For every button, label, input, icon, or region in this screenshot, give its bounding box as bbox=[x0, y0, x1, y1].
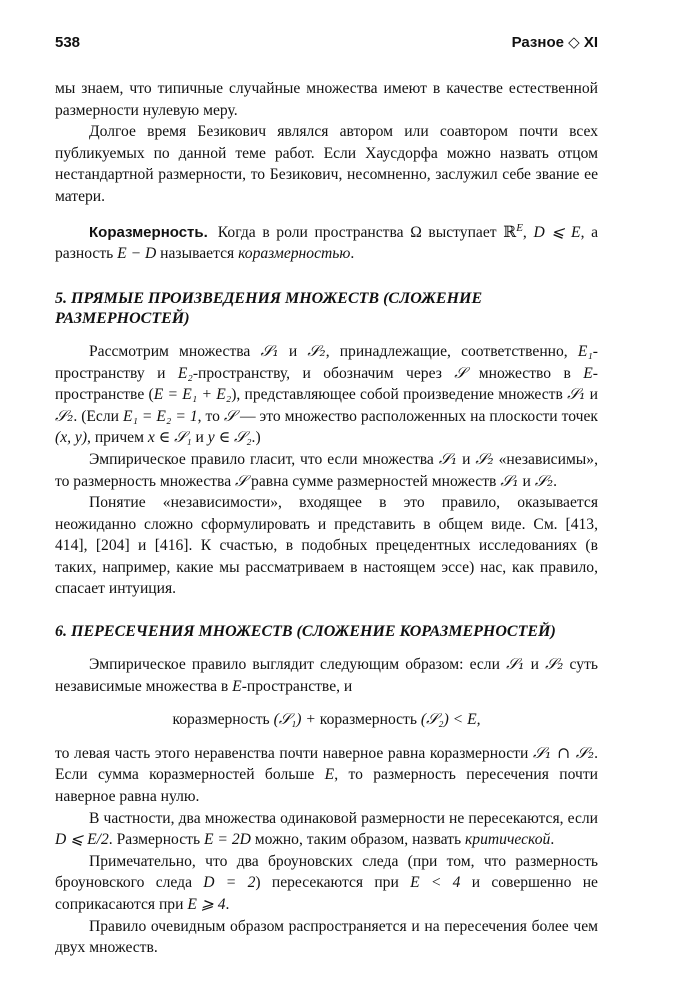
term-critical: критической bbox=[465, 831, 551, 849]
running-title: Разное ◇ XI bbox=[511, 34, 598, 51]
display-inequality: коразмерность (𝒮₁) + коразмерность (𝒮₂) < E, bbox=[172, 711, 481, 729]
math-difference: E − D bbox=[117, 245, 157, 263]
section-6-paragraph-5: Правило очевидным образом распространяется и на пересечения более чем двух множеств. bbox=[55, 917, 598, 957]
section-6-paragraph-1: Эмпирическое правило выглядит следующим образом: если 𝒮₁ и 𝒮₂ суть независимые множества в E-пространстве, и bbox=[55, 655, 598, 695]
section-5-paragraph-2: Эмпирическое правило гласит, что если множества 𝒮₁ и 𝒮₂ «независимы», то размерность множества 𝒮 равна сумме размерностей множеств 𝒮₁ и 𝒮₂. bbox=[55, 449, 598, 490]
section-5-heading: 5. ПРЯМЫЕ ПРОИЗВЕДЕНИЯ МНОЖЕСТВ (СЛОЖЕНИЕ РАЗМЕРНОСТЕЙ) bbox=[55, 289, 483, 327]
section-5-paragraph-3: Понятие «независимости», входящее в это правило, оказывается неожиданно сложно сформулировать и представить в общем виде. См. [413, 414], [204] и [416]. К счастью, в подобных прецедентных исследованиях (в таких, например, какие мы рассматриваем в настоящем эссе) нас, как правило, спасает интуиция. bbox=[55, 494, 598, 598]
runin-heading: Коразмерность. bbox=[89, 223, 208, 241]
section-6-heading: 6. ПЕРЕСЕЧЕНИЯ МНОЖЕСТВ (СЛОЖЕНИЕ КОРАЗМЕРНОСТЕЙ) bbox=[55, 623, 556, 641]
section-5-paragraph-1: Рассмотрим множества 𝒮₁ и 𝒮₂, принадлежащие, соответственно, E₁-пространству и E₂-пространству, и обозначим через 𝒮 множество в E-пространстве (E = E₁ + E₂), представляющее собой произведение множеств 𝒮₁ и 𝒮₂. (Если E₁ = E₂ = 1, то 𝒮 — это множество расположенных на плоскости точек (x, y), причем x ∈ 𝒮₁ и y ∈ 𝒮₂.) bbox=[55, 341, 599, 447]
page-header bbox=[55, 32, 598, 56]
paragraph-besicovitch: Долгое время Безикович являлся автором или соавтором почти всех публикуемых по данной теме работ. Если Хаусдорфа можно назвать отцом нестандартной размерности, то Безикович, несомненно, заслужил себе звание ее матери. bbox=[55, 123, 598, 205]
section-6-paragraph-4: Примечательно, что два броуновских следа (при том, что размерность броуновского следа D = 2) пересекаются при E < 4 и совершенно не соприкасаются при E ⩾ 4. bbox=[55, 852, 598, 913]
paragraph-continuation: мы знаем, что типичные случайные множества имеют в качестве естественной размерности нулевую меру. bbox=[55, 80, 598, 119]
page-number: 538 bbox=[55, 34, 81, 51]
page-body bbox=[55, 78, 598, 959]
math-RE: ℝ$^E$ bbox=[503, 221, 523, 241]
section-6-paragraph-3: В частности, два множества одинаковой размерности не пересекаются, если D ⩽ E/2. Размерность E = 2D можно, таким образом, назвать критической. bbox=[55, 809, 598, 849]
section-6-paragraph-2: то левая часть этого неравенства почти наверное равна коразмерности 𝒮₁ ∩ 𝒮₂. Если сумма коразмерностей больше E, то размерность пересечения почти наверное равна нулю. bbox=[55, 743, 599, 806]
term-codimension: коразмерностью bbox=[238, 245, 351, 263]
paragraph-codimension: Коразмерность. Когда в роли пространства Ω выступает ℝ$^E$, D ⩽ E, а разность E − D называется коразмерностью. bbox=[55, 221, 599, 263]
math-condition: D ⩽ E bbox=[533, 223, 581, 241]
